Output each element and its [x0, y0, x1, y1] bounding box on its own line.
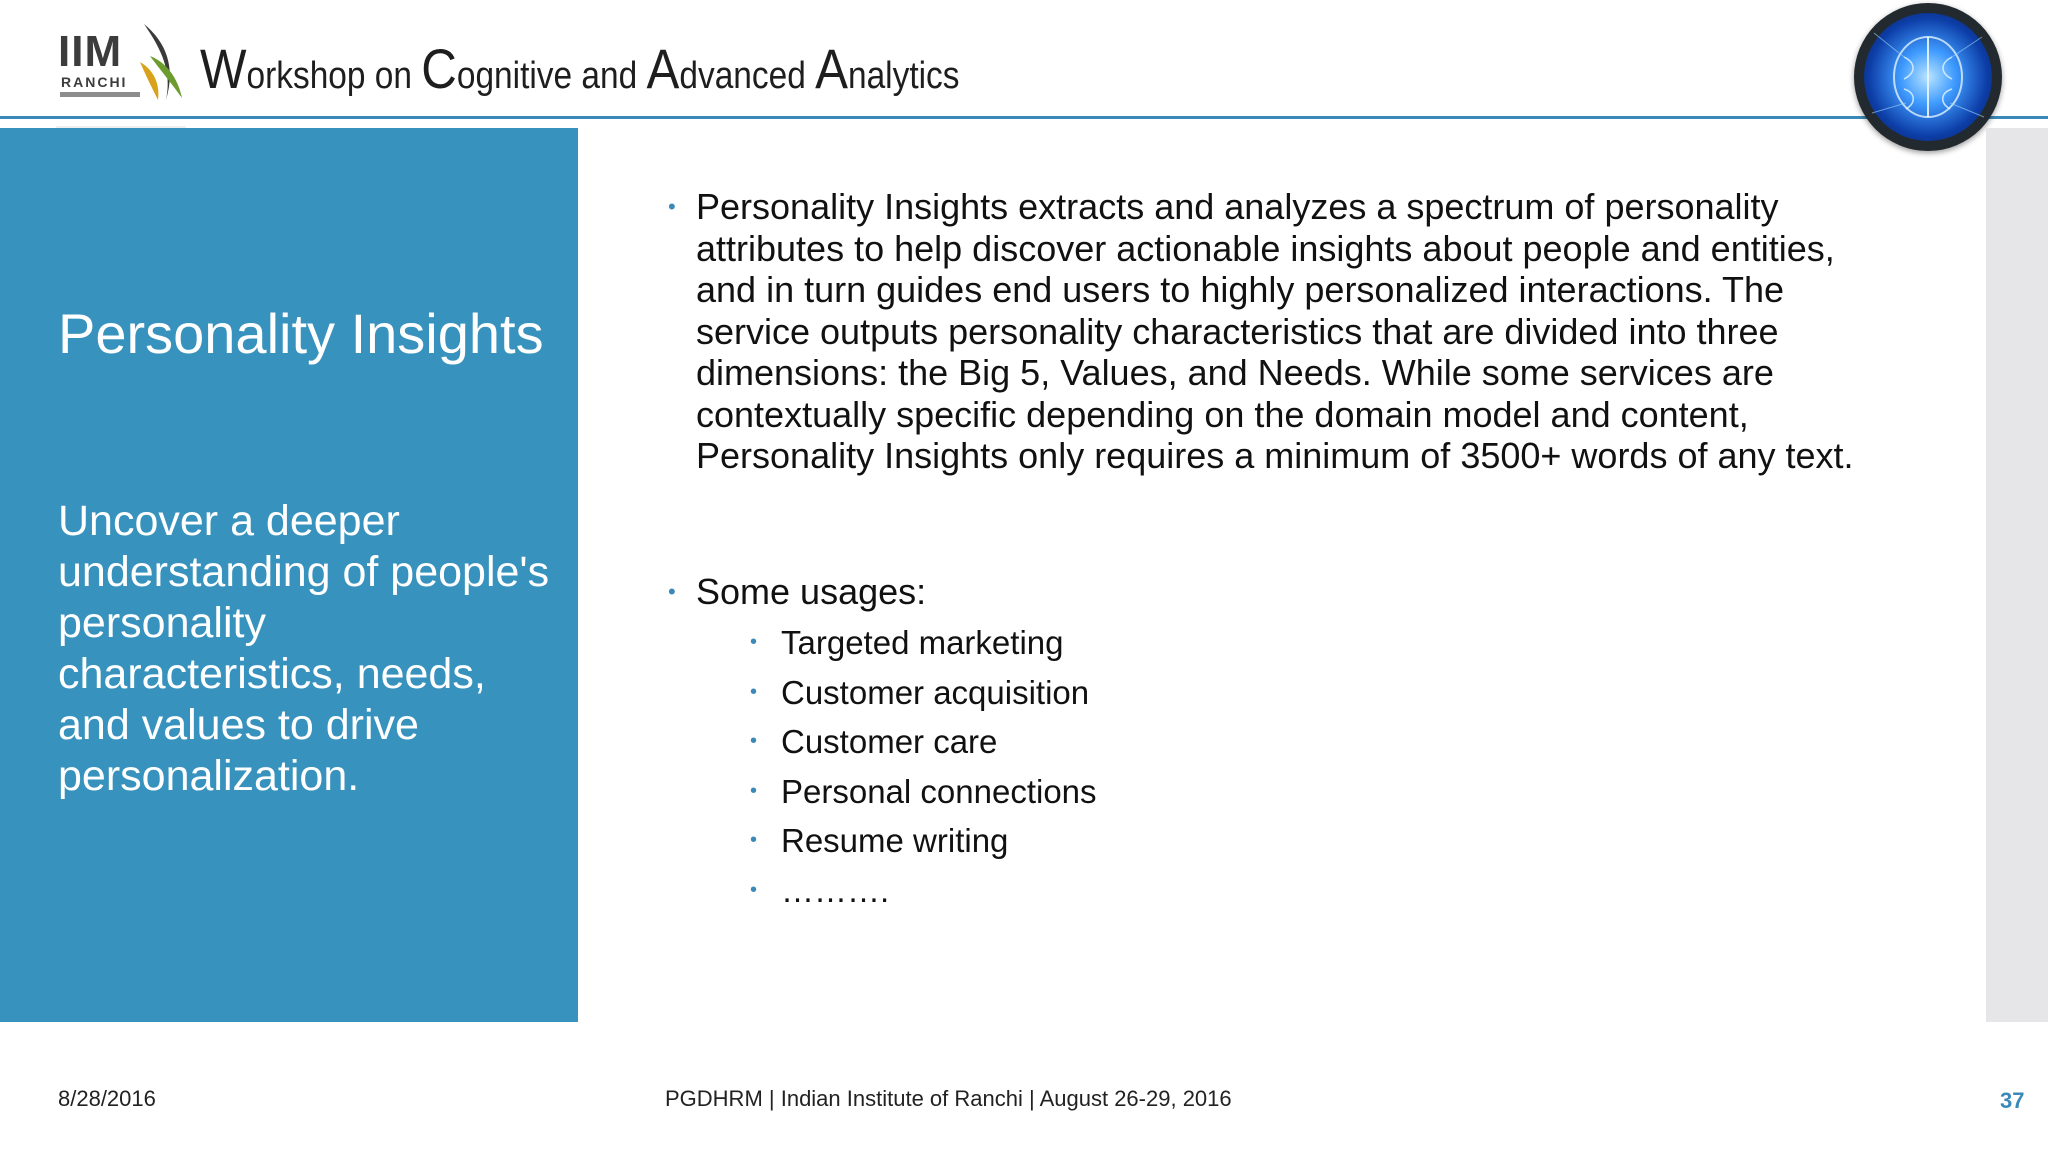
bullet-dot-icon: •: [750, 631, 758, 653]
logo-tagline-bar: [60, 92, 140, 97]
bullet-dot-icon: •: [750, 730, 758, 752]
bullet-dot-icon: •: [668, 578, 676, 604]
page-number: 37: [2000, 1088, 2025, 1113]
bullet-dot-icon: •: [750, 680, 758, 703]
workshop-title: [200, 36, 959, 101]
title-part-2: Cognitive and: [421, 37, 647, 100]
slide-content: [660, 186, 1870, 915]
bullet-dot-icon: •: [668, 194, 676, 219]
header-divider: [0, 116, 2048, 119]
title-part-4: Analytics: [815, 37, 960, 100]
bullet-description: • Personality Insights extracts and analyzes a spectrum of personality attributes to help discover actionable insights about people and entities, and in turn guides end users to highly personalized interactions. The service outputs personality characteristics that are divided into three dimensions: the Big 5, Values, and Needs. While some services are contextually specific depending on the domain model and content, Personality Insights only requires a minimum of 3500+ words of any text.: [668, 186, 1854, 476]
footer-date: 8/28/2016: [58, 1086, 156, 1111]
list-item: • Targeted marketing: [660, 618, 1870, 668]
slide-subtitle: Uncover a deeper understanding of people's personality characteristics, needs, and values to drive personalization.: [58, 497, 550, 800]
slide-header: [0, 0, 2048, 120]
bullet-usages: • Some usages:: [668, 570, 927, 612]
list-item: • Resume writing: [660, 816, 1870, 866]
right-decor-strip: [1986, 128, 2048, 1022]
brain-graphic-icon: [1854, 3, 2002, 151]
title-part-3: Advanced: [646, 37, 816, 100]
bird-swoosh-icon: [136, 22, 186, 104]
title-part-1: Workshop on: [200, 37, 422, 100]
list-item: • Customer care: [660, 717, 1870, 767]
list-item: • Personal connections: [660, 767, 1870, 817]
logo-subtext: RANCHI: [61, 74, 128, 90]
logo-text: IIM: [58, 27, 123, 76]
list-item: • ……….: [660, 866, 1870, 916]
bullet-dot-icon: •: [750, 878, 758, 901]
iim-ranchi-logo: [56, 22, 186, 104]
brain-network-icon: [1864, 13, 1992, 141]
usages-list: [660, 618, 1870, 915]
bullet-dot-icon: •: [750, 829, 758, 851]
list-item: • Customer acquisition: [660, 668, 1870, 718]
footer-info: PGDHRM | Indian Institute of Ranchi | August 26-29, 2016: [665, 1086, 1232, 1111]
slide-title: Personality Insights: [58, 302, 544, 365]
bullet-dot-icon: •: [750, 779, 758, 802]
